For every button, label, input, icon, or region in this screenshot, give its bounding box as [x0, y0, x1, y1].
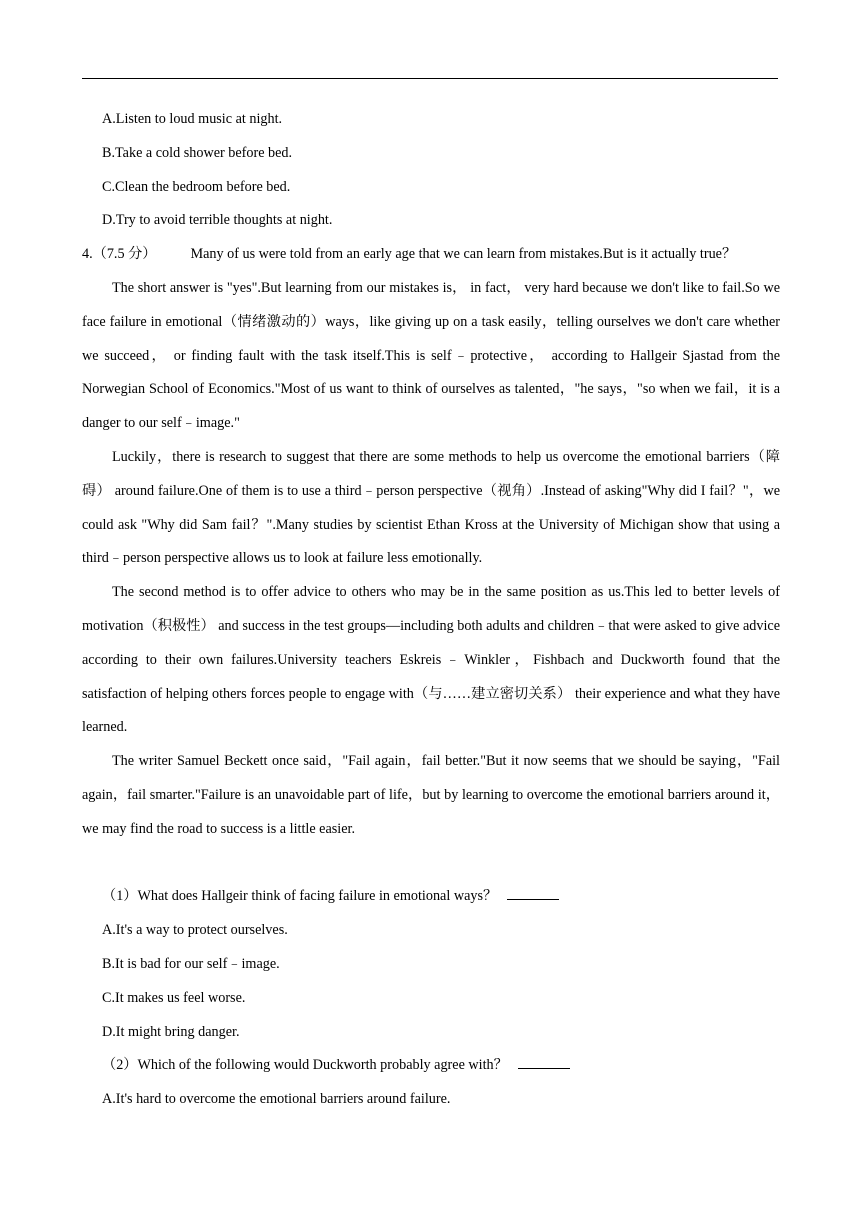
question-intro: Many of us were told from an early age that we can learn from mistakes.But is it actually true？: [190, 246, 737, 263]
spacer: [82, 847, 780, 881]
sub-question-2-stem: （2）Which of the following would Duckworth probably agree with？: [102, 1057, 508, 1074]
passage-paragraph: The second method is to offer advice to others who may be in the same position as us.This led to better levels of motivation（积极性） and success in the test groups—including both adults and children﹣that were asked to give advice according to their own failures.University teachers Eskreis﹣Winkler，Fishbach and Duckworth found that the satisfaction of helping others forces people to engage with（与……建立密切关系） their experience and what they have learned.: [82, 584, 780, 736]
question-heading: [82, 238, 780, 272]
sub-question-1: [82, 880, 780, 914]
sub1-option-c: C.It makes us feel worse.: [102, 989, 246, 1006]
option-c: C.Clean the bedroom before bed.: [102, 178, 291, 195]
option-d: D.Try to avoid terrible thoughts at night.: [102, 212, 333, 229]
passage-paragraph: Luckily，there is research to suggest that there are some methods to help us overcome the emotional barriers（障碍） around failure.One of them is to use a third﹣person perspective（视角）.Instead of asking"Why did I fail？"，we could ask "Why did Sam fail？".Many studies by scientist Ethan Kross at the University of Michigan show that using a third﹣person perspective allows us to look at failure less emotionally.: [82, 448, 780, 567]
sub1-option-d: D.It might bring danger.: [102, 1023, 240, 1040]
option-b: B.Take a cold shower before bed.: [102, 144, 293, 161]
answer-blank-1[interactable]: [507, 887, 559, 900]
sub2-option-a: A.It's hard to overcome the emotional barriers around failure.: [102, 1091, 451, 1108]
option-a: A.Listen to loud music at night.: [102, 111, 283, 127]
question-score: （7.5 分）: [92, 246, 157, 263]
answer-blank-2[interactable]: [518, 1056, 570, 1069]
passage-paragraph: The short answer is "yes".But learning from our mistakes is， in fact， very hard because we don't like to fail.So we face failure in emotional（情绪激动的）ways，like giving up on a task easily，telling ourselves we don't care whether we succeed， or finding fault with the task itself.This is self﹣protective， according to Hallgeir Sjastad from the Norwegian School of Economics."Most of us want to think of ourselves as talented，"he says，"so when we fail，it is a danger to our self﹣image.": [82, 279, 780, 432]
sub1-option-b: B.It is bad for our self﹣image.: [102, 955, 280, 972]
document-body: [82, 103, 780, 1117]
sub-question-1-stem: （1）What does Hallgeir think of facing failure in emotional ways？: [102, 888, 498, 905]
passage-paragraph: The writer Samuel Beckett once said，"Fail again，fail better."But it now seems that we should be saying，"Fail again，fail smarter."Failure is an unavoidable part of life，but by learning to overcome the emotional barriers around it，we may find the road to success is a little easier.: [82, 753, 780, 837]
sub-question-2: [82, 1049, 780, 1083]
sub1-option-a: A.It's a way to protect ourselves.: [102, 922, 288, 939]
question-number: 4.: [82, 246, 93, 263]
header-rule: [82, 78, 778, 79]
